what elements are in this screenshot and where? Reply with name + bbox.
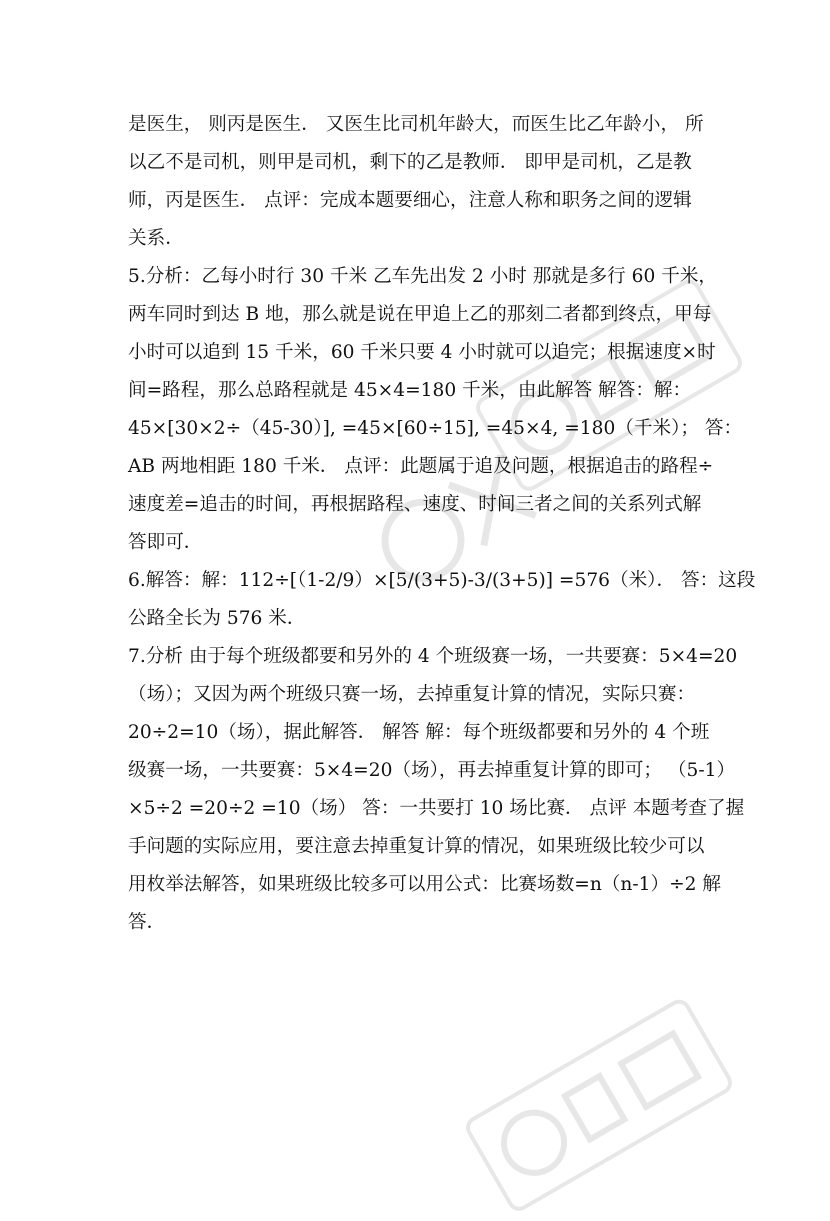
text-line: 手问题的实际应用，要注意去掉重复计算的情况，如果班级比较少可以 [128, 836, 705, 857]
text-line: 公路全长为 576 米． [128, 608, 306, 629]
text-line: （场）；又因为两个班级只赛一场，去掉重复计算的情况，实际只赛： [128, 684, 696, 705]
text-line: 关系． [128, 228, 184, 249]
text-line: 20÷2=10（场），据此解答． 解答 解：每个班级都要和另外的 4 个班 [128, 722, 710, 743]
text-line: 45×[30×2÷（45-30）], =45×[60÷15], =45×4, =180（千米）； 答： [128, 418, 743, 439]
watermark-logo [459, 993, 741, 1221]
text-line: ×5÷2 =20÷2 =10（场） 答：一共要打 10 场比赛． 点评 本题考查了握 [128, 798, 745, 819]
text-line: 用枚举法解答，如果班级比较多可以用公式：比赛场数=n（n-1）÷2 解 [128, 874, 721, 895]
text-line: 速度差=追击的时间，再根据路程、速度、时间三者之间的关系列式解 [128, 494, 702, 515]
text-line: 答即可． [128, 532, 203, 553]
text-line: 是医生， 则丙是医生． 又医生比司机年龄大，而医生比乙年龄小， 所 [128, 114, 704, 135]
text-line: 答． [128, 912, 166, 933]
document-body [128, 106, 756, 942]
text-line: 小时可以追到 15 千米，60 千米只要 4 小时就可以追完；根据速度×时 [128, 342, 716, 363]
text-line: 师，丙是医生． 点评：完成本题要细心，注意人称和职务之间的逻辑 [128, 190, 692, 211]
text-line: 以乙不是司机，则甲是司机，剩下的乙是教师． 即甲是司机，乙是教 [128, 152, 692, 173]
text-line: AB 两地相距 180 千米． 点评：此题属于追及问题，根据追击的路程÷ [128, 456, 714, 477]
text-line: 7.分析 由于每个班级都要和另外的 4 个班级赛一场，一共要赛：5×4=20 [128, 646, 738, 667]
text-line: 间=路程，那么总路程就是 45×4=180 千米，由此解答 解答：解： [128, 380, 692, 401]
text-line: 6.解答：解：112÷[（1-2/9）×[5/(3+5)-3/(3+5)] =576（米）． 答：这段 [128, 570, 756, 591]
text-line: 级赛一场，一共要赛：5×4=20（场），再去掉重复计算的即可； （5-1） [128, 760, 736, 781]
text-line: 两车同时到达 B 地，那么就是说在甲追上乙的那刻二者都到终点，甲每 [128, 304, 712, 325]
text-line: 5.分析：乙每小时行 30 千米 乙车先出发 2 小时 那就是多行 60 千米， [128, 266, 718, 287]
